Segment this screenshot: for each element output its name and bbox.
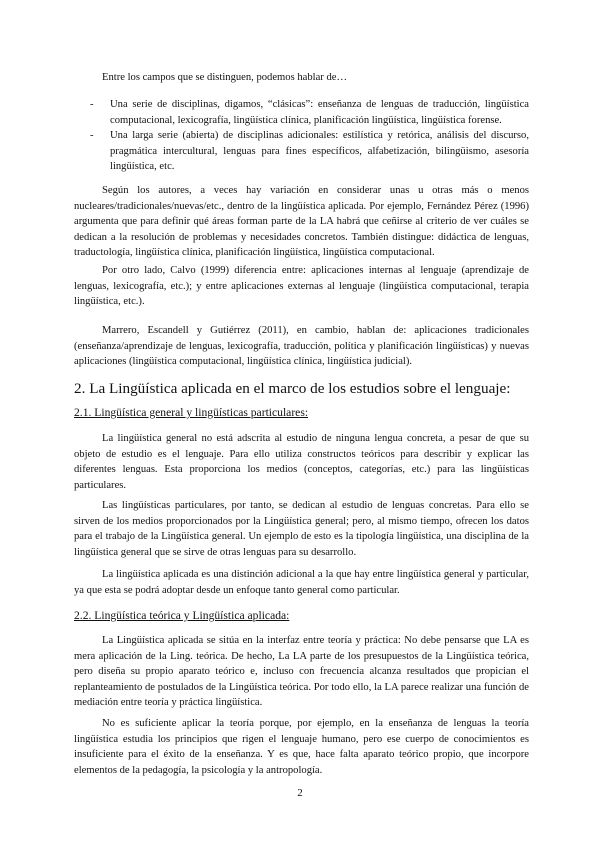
paragraph: La Lingüística aplicada se sitúa en la interfaz entre teoría y práctica: No debe pensarse que LA es mera aplicación de la Ling. teórica. De hecho, La LA parte de los presupuestos de la Lingüística teórica, pero diseña su propio aparato teórico e, incluso con frecuencia alcanza resultados que propician el replanteamiento de postulados de la Lingüística teórica. Por todo ello, la LA parece realizar una función de mediación entre teoría y práctica lingüística. [74, 635, 529, 709]
paragraph: Las lingüísticas particulares, por tanto, se dedican al estudio de lenguas concretas. Para ello se sirven de los medios proporcionados por la Lingüística general; pero, al mismo tiempo, ofrecen los datos para el trabajo de la Lingüística general. Un ejemplo de esto es la tipología lingüística, una disciplina de la lingüística general que se sirve de otras lenguas para su desarrollo. [74, 500, 529, 558]
paragraph: Según los autores, a veces hay variación en considerar unas u otras más o menos nucleares/tradicionales/nuevas/etc., dentro de la lingüística aplicada. Por ejemplo, Fernández Pérez (1996) argumenta que para definir qué áreas forman parte de la LA habrá que ceñirse al criterio de ver cuáles se dedican a la resolución de problemas y necesidades concretos. También distingue: didáctica de lenguas, traductología, lingüística clínica, planificación lingüística, lingüística computacional. [74, 185, 529, 259]
subsection-heading: 2.1. Lingüística general y lingüísticas particulares: [74, 406, 309, 419]
subsection-heading: 2.2. Lingüística teórica y Lingüística aplicada: [74, 609, 290, 622]
paragraph: No es suficiente aplicar la teoría porque, por ejemplo, en la enseñanza de lenguas la teoría lingüística estudia los principios que rigen el lenguaje humano, pero ese cuerpo de conocimientos es insuficiente para el éxito de la enseñanza. Y es que, hace falta aparato teórico propio, que incorpore elementos de la pedagogía, la psicología y la antropología. [74, 718, 529, 776]
paragraph: La lingüística general no está adscrita al estudio de ninguna lengua concreta, a pesar de que su objeto de estudio es el lenguaje. Para ello utiliza constructos teóricos para describir y explicar las diferentes lenguas. Esta proporciona los medios (conceptos, categorías, etc.) para las lingüísticas particulares. [74, 433, 529, 491]
bullet-marker: - [90, 99, 94, 110]
bullet-item: Una larga serie (abierta) de disciplinas adicionales: estilística y retórica, análisis del discurso, pragmática intercultural, lenguas para fines específicos, alfabetización, bilingüismo, asesoría lingüística, etc. [110, 130, 529, 173]
paragraph: Por otro lado, Calvo (1999) diferencia entre: aplicaciones internas al lenguaje (aprendizaje de lenguas, lexicografía, etc.); y entre aplicaciones externas al lenguaje (lingüística computacional, terapia lingüística, etc.). [74, 265, 529, 308]
paragraph: La lingüística aplicada es una distinción adicional a la que hay entre lingüística general y particular, ya que esta se podrá adoptar desde un enfoque tanto general como particular. [74, 569, 529, 596]
bullet-marker: - [90, 130, 94, 141]
intro-paragraph: Entre los campos que se distinguen, podemos hablar de… [102, 72, 348, 83]
paragraph: Marrero, Escandell y Gutiérrez (2011), en cambio, hablan de: aplicaciones tradicionales (enseñanza/aprendizaje de lenguas, lexicografía, traducción, política y planificación lingüísticas) y nuevas aplicaciones (lingüística computacional, lingüística clínica, lingüística judicial). [74, 325, 529, 368]
page-number: 2 [297, 787, 303, 799]
section-heading: 2. La Lingüística aplicada en el marco de los estudios sobre el lenguaje: [74, 380, 511, 397]
bullet-item: Una serie de disciplinas, digamos, “clásicas”: enseñanza de lenguas de traducción, lingüística computacional, lexicografía, lingüística clínica, planificación lingüística, lingüística forense. [110, 99, 529, 126]
